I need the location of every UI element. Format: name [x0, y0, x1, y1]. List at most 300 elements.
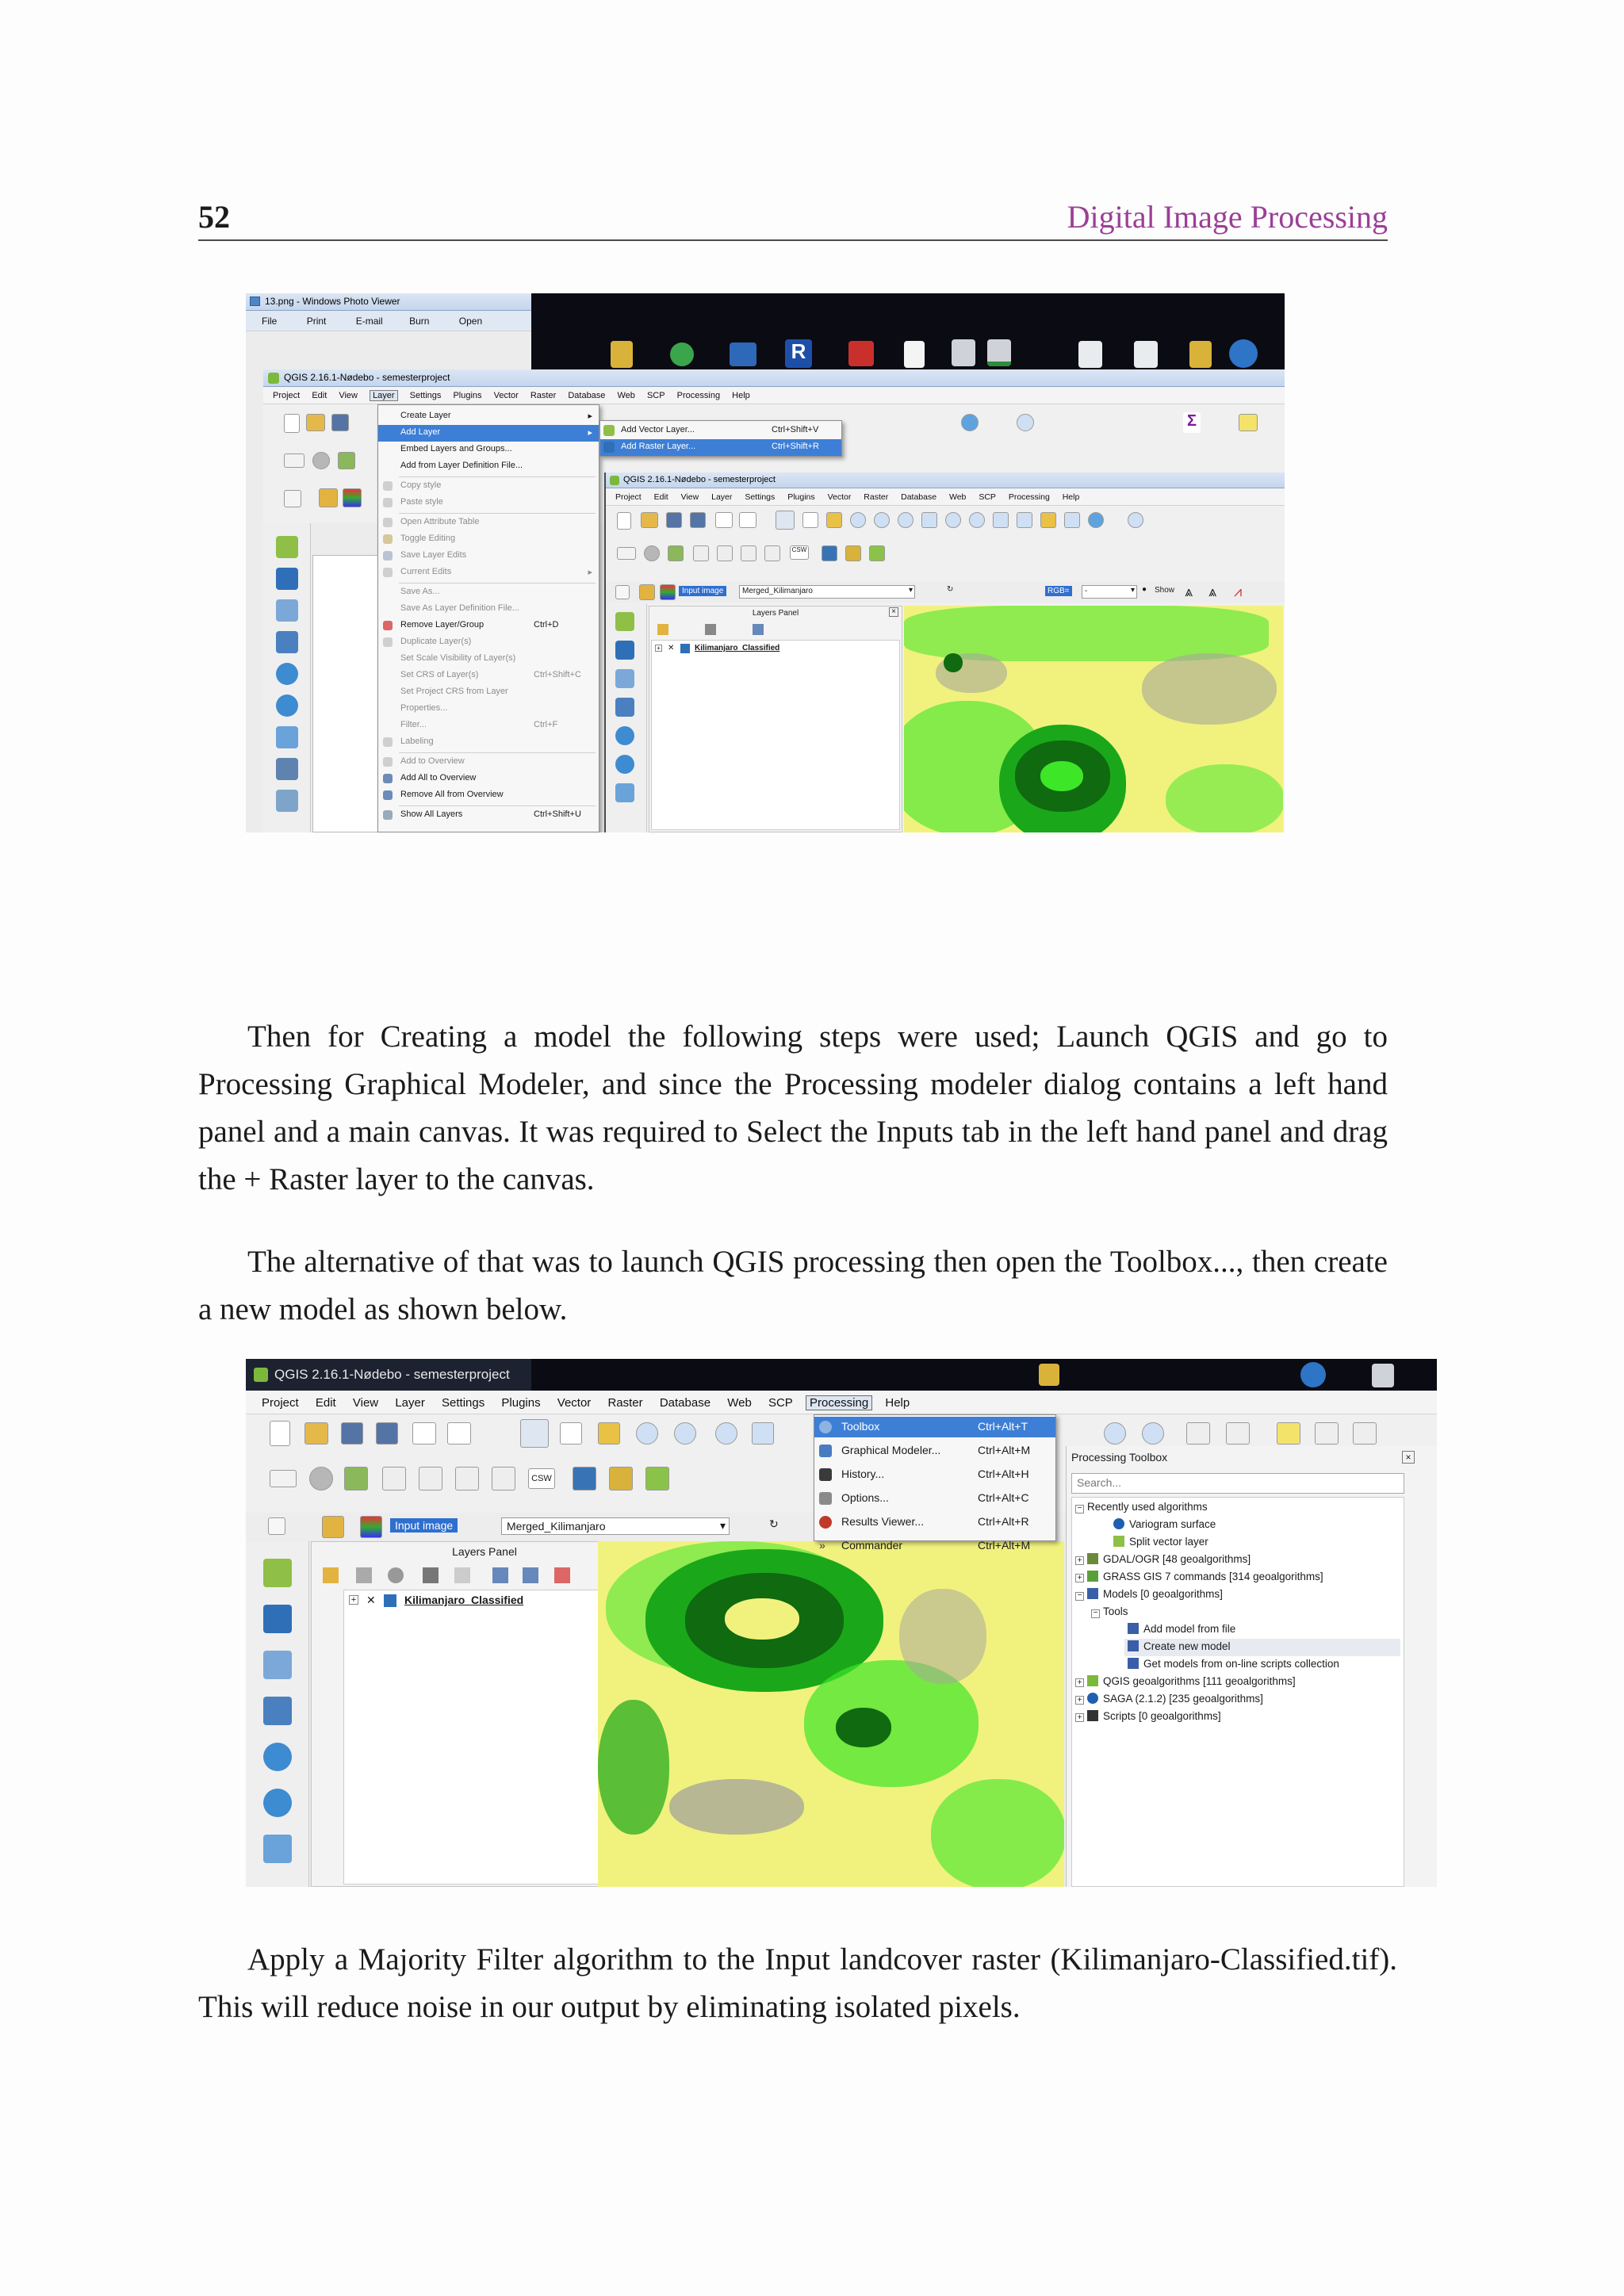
zoom-next-icon[interactable] — [1017, 512, 1032, 528]
menu-settings[interactable]: Settings — [442, 1396, 485, 1410]
menu-view[interactable]: View — [339, 391, 358, 400]
layers-panel-background — [312, 555, 384, 832]
pie-chart-icon[interactable] — [312, 452, 330, 469]
pan-to-selection-icon[interactable] — [826, 512, 842, 528]
wms-icon[interactable] — [276, 663, 298, 685]
mssql-icon[interactable] — [276, 790, 298, 812]
document-icon[interactable] — [904, 341, 925, 368]
input-image-select[interactable] — [739, 585, 915, 599]
pv-menu-file[interactable]: File — [262, 316, 278, 327]
band-icon[interactable] — [343, 488, 362, 507]
inner-menu-project[interactable]: Project — [615, 492, 642, 502]
map-dark-patch — [836, 1708, 891, 1747]
menu-item-show-all-layers[interactable]: Show All Layers Ctrl+Shift+U — [378, 807, 599, 824]
menu-item-remove-layer[interactable]: Remove Layer/Group Ctrl+D — [378, 618, 599, 634]
tree-node-tools[interactable]: − Tools — [1091, 1605, 1128, 1618]
menu-item-graphical-modeler[interactable]: Graphical Modeler... Ctrl+Alt+M — [814, 1441, 1055, 1461]
pv-menu-open[interactable]: Open — [458, 316, 483, 327]
attribute-table-icon[interactable] — [1315, 1422, 1339, 1445]
video-icon[interactable] — [848, 341, 874, 366]
annotation-icon[interactable] — [1277, 1422, 1300, 1445]
layer-row[interactable] — [655, 644, 893, 656]
chevron-down-icon: ▾ — [908, 586, 913, 595]
map-canvas[interactable] — [598, 1541, 1064, 1887]
wms-icon[interactable] — [263, 1743, 292, 1771]
add-group-icon[interactable] — [356, 1567, 372, 1583]
open-project-icon[interactable] — [641, 512, 658, 528]
map-gray-patch — [899, 1589, 986, 1684]
zoom-in-icon[interactable] — [636, 1422, 658, 1445]
zoom-last-icon[interactable] — [993, 512, 1009, 528]
menu-plugins[interactable]: Plugins — [453, 391, 482, 400]
label-tool-icon[interactable] — [693, 545, 709, 561]
inner-menu-scp[interactable]: SCP — [979, 492, 996, 502]
menu-plugins[interactable]: Plugins — [501, 1396, 541, 1410]
histogram-icon[interactable]: ⩓ — [1185, 584, 1193, 599]
input-image-select[interactable] — [501, 1517, 730, 1535]
menu-item-create-layer[interactable]: Create Layer ▸ — [400, 411, 592, 421]
open-project-icon[interactable] — [306, 414, 325, 431]
postgis-icon[interactable] — [276, 631, 298, 653]
inner-qgis-titlebar — [606, 473, 1285, 488]
print-composer-icon[interactable] — [715, 512, 733, 528]
zoom-icon[interactable] — [1017, 414, 1034, 431]
virtual-layer-icon[interactable] — [263, 1835, 292, 1863]
layer-visibility-checkbox[interactable]: ✕ — [668, 644, 675, 652]
menu-web[interactable]: Web — [617, 391, 635, 400]
paragraph-toolbox-alternative: The alternative of that was to launch QGIS processing then open the Toolbox..., then create a new model as shown below. — [198, 1245, 1388, 1326]
label-tool-icon-2[interactable] — [717, 545, 733, 561]
expand-icon[interactable] — [753, 624, 764, 635]
save-as-icon[interactable] — [376, 1422, 398, 1445]
add-raster-icon[interactable] — [276, 568, 298, 590]
composer-manager-icon[interactable] — [447, 1422, 471, 1445]
spreadsheet-icon[interactable] — [952, 339, 975, 366]
refresh-icon[interactable] — [1088, 512, 1104, 528]
map-vegetation-patch — [1166, 764, 1283, 832]
inner-menu-processing[interactable]: Processing — [1008, 492, 1050, 502]
menu-scp[interactable]: SCP — [768, 1396, 793, 1410]
paint-icon[interactable] — [323, 1567, 339, 1583]
postgis-icon[interactable] — [263, 1697, 292, 1725]
menu-web[interactable]: Web — [727, 1396, 752, 1410]
remove-layer-icon[interactable] — [554, 1567, 570, 1583]
style-icon[interactable] — [668, 545, 684, 561]
menu-processing[interactable]: Processing — [806, 1395, 872, 1410]
zoom-out-icon[interactable] — [874, 512, 890, 528]
paragraph-graphical-modeler: Then for Creating a model the following steps were used; Launch QGIS and go to Processing Graphical Modeler, and since the Processing modeler dialog contains a left hand panel and a main canvas. It was required to Select the Inputs tab in the left hand panel and drag the + Raster layer to the canvas. — [198, 1020, 1388, 1196]
composer-manager-icon[interactable] — [739, 512, 756, 528]
show-label: Show — [1155, 586, 1175, 595]
expand-toggle-icon[interactable]: + — [349, 1595, 358, 1605]
label-tool-icon-4[interactable] — [764, 545, 780, 561]
pan-to-selection-icon[interactable] — [598, 1422, 620, 1445]
menu-item-toggle-editing[interactable]: Toggle Editing — [378, 531, 599, 548]
refresh-icon[interactable] — [961, 414, 979, 431]
eye-icon[interactable] — [388, 1567, 404, 1583]
menu-raster[interactable]: Raster — [530, 391, 557, 400]
bookmark-icon[interactable] — [1064, 512, 1080, 528]
tree-node-recently-used[interactable]: − Recently used algorithms — [1075, 1501, 1208, 1513]
menu-item-open-attribute-table[interactable]: Open Attribute Table — [378, 515, 599, 531]
modeler-icon — [819, 1445, 832, 1457]
menu-item-paste-style[interactable]: Paste style — [378, 495, 599, 511]
spreadsheet-icon-2[interactable] — [987, 339, 1011, 366]
virtual-layer-icon[interactable] — [615, 783, 634, 802]
overview-icon — [383, 774, 393, 783]
qgis-menubar — [263, 387, 1285, 404]
close-icon[interactable]: × — [1402, 1451, 1415, 1464]
pie-chart-icon[interactable] — [644, 545, 660, 561]
layer-style-icon[interactable] — [322, 1516, 344, 1538]
left-toolbar — [263, 523, 311, 832]
refresh-icon[interactable]: ↻ — [947, 585, 954, 594]
qgis-title: QGIS 2.16.1-Nødebo - semesterproject — [274, 1367, 510, 1382]
qgis-titlebar — [263, 369, 1285, 387]
tree-node-scripts[interactable]: + Scripts [0 geoalgorithms] — [1075, 1710, 1221, 1722]
expand-toggle-icon[interactable]: + — [1075, 1556, 1084, 1565]
filter-icon[interactable] — [423, 1567, 439, 1583]
zoom-layer-icon[interactable] — [945, 512, 961, 528]
inner-menu-settings[interactable]: Settings — [745, 492, 776, 502]
menu-item-add-vector-layer[interactable]: Add Vector Layer... Ctrl+Shift+V — [600, 423, 841, 439]
menu-item-save-as[interactable]: Save As... — [400, 587, 440, 596]
wfs-icon[interactable] — [615, 755, 634, 774]
wfs-icon[interactable] — [276, 695, 298, 717]
pv-menu-email[interactable]: E-mail — [355, 316, 383, 327]
label-icon — [383, 737, 393, 747]
menu-project[interactable]: Project — [262, 1396, 299, 1410]
filter-icon[interactable] — [705, 624, 716, 635]
r-app-icon[interactable]: R — [785, 339, 812, 368]
select-icon[interactable] — [1142, 1422, 1164, 1445]
expand-toggle-icon[interactable]: + — [655, 645, 662, 652]
pan-tool-icon[interactable] — [284, 490, 301, 507]
paragraph-majority-filter: Apply a Majority Filter algorithm to the Input landcover raster (Kilimanjaro-Classified.tif). This will reduce noise in our output by eliminating isolated pixels. — [198, 1942, 1397, 2024]
pv-menu-print[interactable]: Print — [306, 316, 327, 327]
menu-item-add-all-to-overview[interactable]: Add All to Overview — [378, 771, 599, 787]
input-image-label: Input image — [390, 1518, 458, 1533]
earth-icon[interactable] — [1229, 339, 1258, 368]
label-tool-icon[interactable] — [382, 1467, 406, 1490]
new-project-icon[interactable] — [617, 512, 631, 530]
menu-separator — [399, 752, 596, 753]
menu-item-filter[interactable]: Filter... Ctrl+F — [400, 720, 558, 729]
menu-item-set-scale-visibility[interactable]: Set Scale Visibility of Layer(s) — [400, 653, 516, 663]
duplicate-icon — [383, 637, 393, 647]
qgis-logo-icon — [254, 1368, 268, 1382]
gdal-icon — [1087, 1553, 1098, 1564]
document-icon-3[interactable] — [1134, 341, 1158, 368]
menu-database[interactable]: Database — [659, 1396, 711, 1410]
pie-chart-icon[interactable] — [309, 1467, 333, 1490]
tree-node-split-vector-layer[interactable]: Split vector layer — [1113, 1536, 1208, 1548]
folder-icon[interactable] — [1039, 1364, 1059, 1386]
expand-toggle-icon[interactable]: + — [1075, 1678, 1084, 1687]
zoom-full-icon[interactable] — [752, 1422, 774, 1445]
menu-item-labeling[interactable]: Labeling — [378, 734, 599, 751]
zoom-native-icon[interactable] — [715, 1422, 737, 1445]
expand-all-icon[interactable] — [492, 1567, 508, 1583]
menu-scp[interactable]: SCP — [646, 391, 665, 400]
vector-icon — [1113, 1536, 1124, 1547]
refresh-icon[interactable]: ↻ — [769, 1517, 779, 1530]
print-composer-icon[interactable] — [412, 1422, 436, 1445]
tree-node-saga[interactable]: + SAGA (2.1.2) [235 geoalgorithms] — [1075, 1693, 1263, 1705]
qgis-logo-icon — [268, 373, 279, 384]
collapse-toggle-icon[interactable]: − — [1091, 1609, 1100, 1618]
wms-icon[interactable] — [615, 726, 634, 745]
menu-item-set-project-crs[interactable]: Set Project CRS from Layer — [400, 687, 508, 696]
wfs-icon[interactable] — [263, 1789, 292, 1817]
inner-menu-web[interactable]: Web — [949, 492, 967, 502]
menu-processing[interactable]: Processing — [676, 391, 721, 400]
inner-layers-panel — [649, 606, 902, 832]
input-image-value: Merged_Kilimanjaro — [507, 1520, 606, 1533]
field-calculator-icon[interactable] — [1353, 1422, 1377, 1445]
menu-item-options[interactable]: Options... Ctrl+Alt+C — [814, 1488, 1055, 1509]
pan-icon[interactable] — [615, 585, 630, 599]
expand-toggle-icon[interactable]: + — [1075, 1713, 1084, 1722]
menu-edit[interactable]: Edit — [312, 391, 327, 400]
tile-scale-icon[interactable] — [1040, 512, 1056, 528]
tree-node-get-models-online[interactable]: Get models from on-line scripts collection — [1128, 1658, 1339, 1670]
camera-icon[interactable] — [730, 342, 756, 366]
close-icon[interactable]: × — [889, 607, 898, 617]
tree-node-gdal[interactable]: + GDAL/OGR [48 geoalgorithms] — [1075, 1553, 1251, 1565]
inner-qgis-menubar — [606, 488, 1285, 506]
layer-name[interactable]: Kilimanjaro_Classified — [695, 644, 780, 652]
inner-menu-edit[interactable]: Edit — [653, 492, 668, 502]
csw-icon[interactable]: CSW — [790, 545, 809, 560]
paint-icon[interactable] — [657, 624, 668, 635]
search-plugin-icon[interactable] — [645, 1467, 669, 1490]
qgis-logo-icon — [610, 476, 619, 485]
inner-menu-raster[interactable]: Raster — [864, 492, 889, 502]
python-icon[interactable] — [822, 545, 837, 561]
add-vector-icon[interactable] — [263, 1559, 292, 1587]
label-abc-icon[interactable] — [284, 453, 304, 468]
deselect-icon[interactable] — [1226, 1422, 1250, 1445]
tree-node-variogram-surface[interactable]: Variogram surface — [1113, 1518, 1216, 1530]
save-project-icon[interactable] — [666, 512, 682, 528]
processing-toolbox-panel — [1066, 1446, 1437, 1887]
select-dropdown-icon[interactable] — [1186, 1422, 1210, 1445]
menu-edit[interactable]: Edit — [315, 1396, 336, 1410]
menu-item-add-layer[interactable]: Add Layer ▸ — [378, 425, 599, 442]
label-tool-icon-4[interactable] — [492, 1467, 515, 1490]
zoom-full-icon[interactable] — [921, 512, 937, 528]
label-abc-icon[interactable] — [617, 547, 636, 560]
expand-toggle-icon[interactable]: + — [1075, 1696, 1084, 1705]
chart-icon[interactable]: ⩘ — [1234, 584, 1243, 599]
band-icon[interactable] — [360, 1516, 382, 1538]
inner-menu-database[interactable]: Database — [901, 492, 937, 502]
menu-item-save-layer-edits[interactable]: Save Layer Edits — [378, 548, 599, 564]
menu-database[interactable]: Database — [568, 391, 606, 400]
commander-icon: » — [819, 1539, 825, 1552]
save-as-icon[interactable] — [690, 512, 706, 528]
digitize-icon[interactable] — [263, 1651, 292, 1679]
script-icon — [1087, 1710, 1098, 1721]
map-crater-center — [1040, 761, 1083, 791]
menu-item-save-as-definition[interactable]: Save As Layer Definition File... — [400, 603, 519, 613]
toolbox-header — [1067, 1446, 1437, 1470]
menu-vector[interactable]: Vector — [493, 391, 519, 400]
pan-icon[interactable] — [268, 1517, 285, 1535]
plugin-icon[interactable] — [609, 1467, 633, 1490]
menu-help[interactable]: Help — [885, 1396, 910, 1410]
pv-menu-burn[interactable]: Burn — [409, 316, 430, 327]
menu-raster[interactable]: Raster — [607, 1396, 643, 1410]
inner-map-canvas[interactable] — [904, 606, 1283, 832]
inner-menu-vector[interactable]: Vector — [827, 492, 852, 502]
add-vector-icon[interactable] — [276, 536, 298, 558]
expand-toggle-icon[interactable]: + — [1075, 1574, 1084, 1582]
virtual-layer-icon[interactable] — [276, 726, 298, 748]
inner-menu-plugins[interactable]: Plugins — [787, 492, 815, 502]
collapse-all-icon[interactable] — [523, 1567, 538, 1583]
folder-icon-2[interactable] — [1189, 341, 1212, 368]
menu-item-copy-style[interactable]: Copy style — [378, 478, 599, 495]
layer-style-icon[interactable] — [639, 584, 655, 600]
menu-item-add-from-definition[interactable]: Add from Layer Definition File... — [400, 461, 523, 470]
add-raster-icon[interactable] — [615, 641, 634, 660]
histogram-icon-2[interactable]: ⩓ — [1208, 584, 1217, 599]
rgb-value: - — [1085, 587, 1088, 595]
tree-node-models[interactable]: − Models [0 geoalgorithms] — [1075, 1588, 1223, 1601]
pan-icon[interactable] — [520, 1419, 549, 1448]
new-project-icon[interactable] — [270, 1421, 290, 1446]
style-icon[interactable] — [338, 452, 355, 469]
sum-icon[interactable]: Σ — [1183, 412, 1201, 433]
label-abc-icon[interactable] — [270, 1470, 297, 1487]
rgb-label: RGB= — [1045, 586, 1072, 596]
document-icon[interactable] — [1372, 1364, 1394, 1387]
menu-item-results-viewer[interactable]: Results Viewer... Ctrl+Alt+R — [814, 1512, 1055, 1533]
search-plugin-icon[interactable] — [869, 545, 885, 561]
map-dark-patch — [944, 653, 963, 672]
python-icon[interactable] — [573, 1467, 596, 1490]
menu-item-set-crs[interactable]: Set CRS of Layer(s) Ctrl+Shift+C — [400, 670, 581, 679]
edits-icon — [383, 568, 393, 577]
input-image-label: Input image — [679, 586, 726, 596]
open-project-icon[interactable] — [304, 1422, 328, 1445]
menu-item-add-to-overview[interactable]: Add to Overview — [378, 754, 599, 771]
zoom-in-icon[interactable] — [850, 512, 866, 528]
menu-item-current-edits[interactable]: Current Edits ▸ — [378, 564, 599, 581]
plugin-icon[interactable] — [845, 545, 861, 561]
document-icon-2[interactable] — [1078, 341, 1102, 368]
globe-icon[interactable] — [670, 342, 694, 366]
collapse-toggle-icon[interactable]: − — [1075, 1592, 1084, 1601]
inner-left-toolbar — [606, 604, 647, 832]
collapse-toggle-icon[interactable]: − — [1075, 1505, 1084, 1513]
identify-icon[interactable] — [1104, 1422, 1126, 1445]
menu-help[interactable]: Help — [732, 391, 750, 400]
grass-icon — [1087, 1571, 1098, 1582]
folder-icon[interactable] — [611, 341, 633, 368]
tree-node-create-new-model[interactable]: Create new model — [1124, 1639, 1400, 1656]
menu-separator — [399, 513, 596, 514]
wrench-icon — [819, 1492, 832, 1505]
menu-layer[interactable]: Layer — [395, 1396, 425, 1410]
band-icon[interactable] — [660, 584, 676, 600]
save-project-icon[interactable] — [331, 414, 349, 431]
label-tool-icon-3[interactable] — [455, 1467, 479, 1490]
menu-view[interactable]: View — [352, 1396, 379, 1410]
annotation-icon[interactable] — [1239, 414, 1258, 431]
menu-item-properties[interactable]: Properties... — [400, 703, 448, 713]
menu-item-commander[interactable]: » Commander Ctrl+Alt+M — [819, 1539, 1031, 1552]
inner-menu-view[interactable]: View — [680, 492, 699, 502]
menu-settings[interactable]: Settings — [409, 391, 442, 400]
menu-item-add-raster-layer[interactable]: Add Raster Layer... Ctrl+Shift+R — [600, 439, 841, 456]
gear-icon — [819, 1421, 832, 1433]
label-tool-icon-3[interactable] — [741, 545, 756, 561]
rgb-select[interactable] — [1082, 585, 1137, 599]
label-tool-icon-2[interactable] — [419, 1467, 442, 1490]
zoom-out-icon[interactable] — [674, 1422, 696, 1445]
layer-visibility-checkbox[interactable]: ✕ — [366, 1594, 376, 1606]
tree-node-grass[interactable]: + GRASS GIS 7 commands [314 geoalgorithms] — [1075, 1571, 1323, 1582]
new-project-icon[interactable] — [284, 414, 300, 433]
menu-layer[interactable]: Layer — [370, 390, 398, 401]
hand-icon[interactable] — [802, 512, 818, 528]
layers-panel-title: Layers Panel — [452, 1545, 517, 1558]
csw-icon[interactable]: CSW — [528, 1468, 555, 1489]
map-vegetation-patch — [931, 1779, 1064, 1887]
layer-style-icon[interactable] — [319, 488, 338, 507]
digitize-icon[interactable] — [276, 599, 298, 622]
spatialite-icon[interactable] — [276, 758, 298, 780]
menu-item-remove-all-from-overview[interactable]: Remove All from Overview — [378, 787, 599, 804]
hand-icon[interactable] — [560, 1422, 582, 1445]
add-layer-submenu — [599, 420, 842, 457]
menu-item-toolbox[interactable]: Toolbox Ctrl+Alt+T — [814, 1417, 1055, 1437]
pan-icon[interactable] — [776, 511, 795, 530]
menu-item-duplicate-layers[interactable]: Duplicate Layer(s) — [378, 634, 599, 651]
menu-item-embed-layers[interactable]: Embed Layers and Groups... — [400, 444, 512, 453]
show-checkbox-dot[interactable]: ● — [1142, 585, 1147, 594]
style-icon[interactable] — [344, 1467, 368, 1490]
menu-project[interactable]: Project — [273, 391, 301, 400]
inner-menu-layer[interactable]: Layer — [711, 492, 733, 502]
add-vector-icon[interactable] — [615, 612, 634, 631]
layer-name[interactable]: Kilimanjaro_Classified — [404, 1594, 524, 1606]
zoom-selection-icon[interactable] — [969, 512, 985, 528]
tree-node-add-model-from-file[interactable]: Add model from file — [1128, 1623, 1235, 1635]
menu-vector[interactable]: Vector — [557, 1396, 592, 1410]
tree-node-qgis-geoalgorithms[interactable]: + QGIS geoalgorithms [111 geoalgorithms] — [1075, 1675, 1296, 1687]
zoom-native-icon[interactable] — [898, 512, 914, 528]
model-icon — [1128, 1640, 1139, 1651]
inner-menu-help[interactable]: Help — [1062, 492, 1080, 502]
add-raster-icon[interactable] — [263, 1605, 292, 1633]
add-vector-icon — [603, 425, 615, 436]
save-project-icon[interactable] — [341, 1422, 363, 1445]
toolbox-search-input[interactable] — [1071, 1473, 1404, 1494]
pencil-icon — [383, 534, 393, 544]
qgis-icon — [1087, 1675, 1098, 1686]
earth-icon[interactable] — [1300, 1362, 1326, 1387]
digitize-icon[interactable] — [615, 669, 634, 688]
expression-filter-icon[interactable] — [454, 1567, 470, 1583]
menu-item-history[interactable]: History... Ctrl+Alt+H — [814, 1464, 1055, 1485]
saga-icon — [1113, 1518, 1124, 1529]
postgis-icon[interactable] — [615, 698, 634, 717]
identify-icon[interactable] — [1128, 512, 1143, 528]
